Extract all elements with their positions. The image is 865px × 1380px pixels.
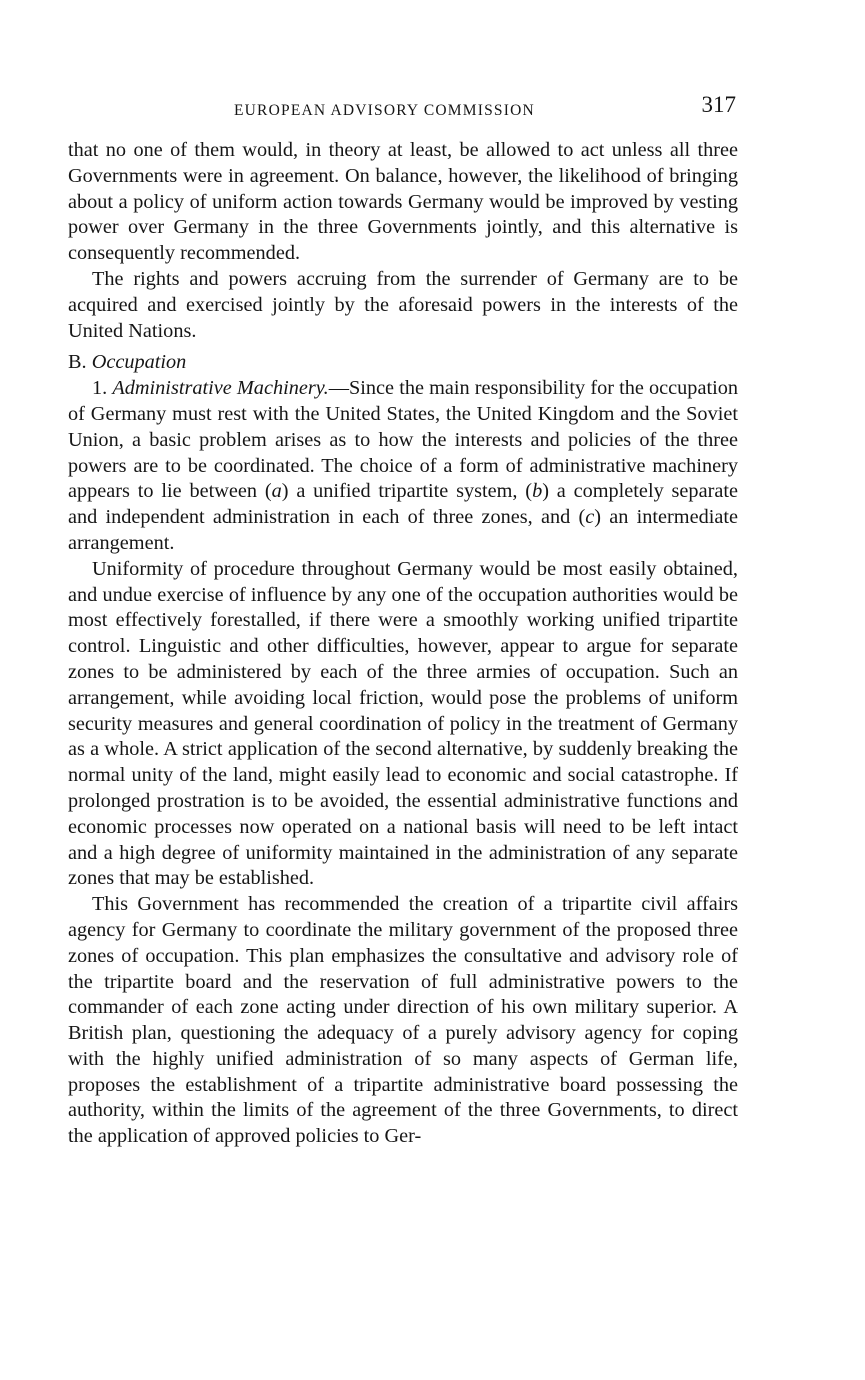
running-title: EUROPEAN ADVISORY COMMISSION <box>234 102 535 119</box>
em-dash: — <box>328 377 349 400</box>
option-b-label: b <box>532 480 543 503</box>
body-text <box>68 138 738 1150</box>
option-a-label: a <box>271 480 282 503</box>
paragraph-government-recommendation <box>68 892 738 1150</box>
paragraph-text: that no one of them would, in theory at least, be allowed to act unless all three Governments were in agreement. On balance, however, the likelihood of bringing about a policy of uniform action towards Germany would be improved by vesting power over Germany in the three Governments jointly, and this alternative is consequently recommended. <box>68 139 738 265</box>
paragraph-text: The rights and powers accruing from the surrender of Germany are to be acquired and exercised jointly by the aforesaid powers in the interests of the United Nations. <box>68 267 738 342</box>
paragraph-text: a completely separate and independent administration in each of three zones, and <box>68 480 738 529</box>
paragraph-rights-and-powers <box>68 267 738 344</box>
paragraph-text: Since the main responsibility for the occupation of Germany must rest with the United States, the United Kingdom and the Soviet Union, a basic problem arises as to how the interests and policies of the three powers are to be coordinated. The choice of a form of administrative machinery appears to lie between <box>68 377 738 503</box>
section-heading <box>68 350 738 376</box>
item-number: 1. <box>92 377 108 400</box>
section-letter: B. <box>68 351 87 374</box>
paragraph-text: Uniformity of procedure throughout Germany would be most easily obtained, and undue exercise of influence by any one of the occupation authorities would be most effectively forestalled, if there were a smoothly working unified tripartite control. Linguistic and other difficulties, however, appear to argue for separate zones to be administered by each of the three armies of occupation. Such an arrangement, while avoiding local friction, would pose the problems of uniform security measures and general coordination of policy in the treatment of Germany as a whole. A strict application of the second alternative, by suddenly breaking the normal unity of the land, might easily lead to economic and social catastrophe. If prolonged prostration is to be avoided, the essential administrative functions and economic processes now operated on a national basis will need to be left intact and a high degree of uniformity maintained in the administration of any separate zones that may be established. <box>68 557 738 890</box>
paragraph-text: a unified tripartite system, <box>296 480 518 503</box>
paragraph-uniformity <box>68 557 738 892</box>
section-title: Occupation <box>91 351 187 374</box>
paragraph-text: This Government has recommended the creation of a tripartite civil affairs agency for Germany to coordinate the military government of the proposed three zones of occupation. This plan emphasizes the consultative and advisory role of the tripartite board and the reservation of full administrative powers to the commander of each zone acting under direction of his own military superior. A British plan, questioning the adequacy of a purely advisory agency for coping with the highly unified administration of so many aspects of German life, proposes the establishment of a tripartite administrative board possessing the authority, within the limits of the agreement of the three Governments, to direct the application of approved policies to Ger- <box>68 893 738 1148</box>
paragraph-continuation <box>68 138 738 267</box>
running-header <box>68 94 738 124</box>
paragraph-text: an intermediate arrangement. <box>68 506 738 554</box>
option-c-label: c <box>585 506 595 529</box>
page-number: 317 <box>701 92 736 117</box>
paragraph-administrative-machinery: 1. Administrative Machinery.—Since the main responsibility for the occupation of Germany must rest with the United States, the United Kingdom and the Soviet Union, a basic problem arises as to how the interests and policies of the three powers are to be coordinated. The choice of a form of administrative machinery appears to lie between (a) a unified tripartite system, (b) a completely separate and independent administration in each of three zones, and (c) an intermediate arrangement. <box>68 377 738 554</box>
subheading: Administrative Machinery. <box>112 377 329 400</box>
